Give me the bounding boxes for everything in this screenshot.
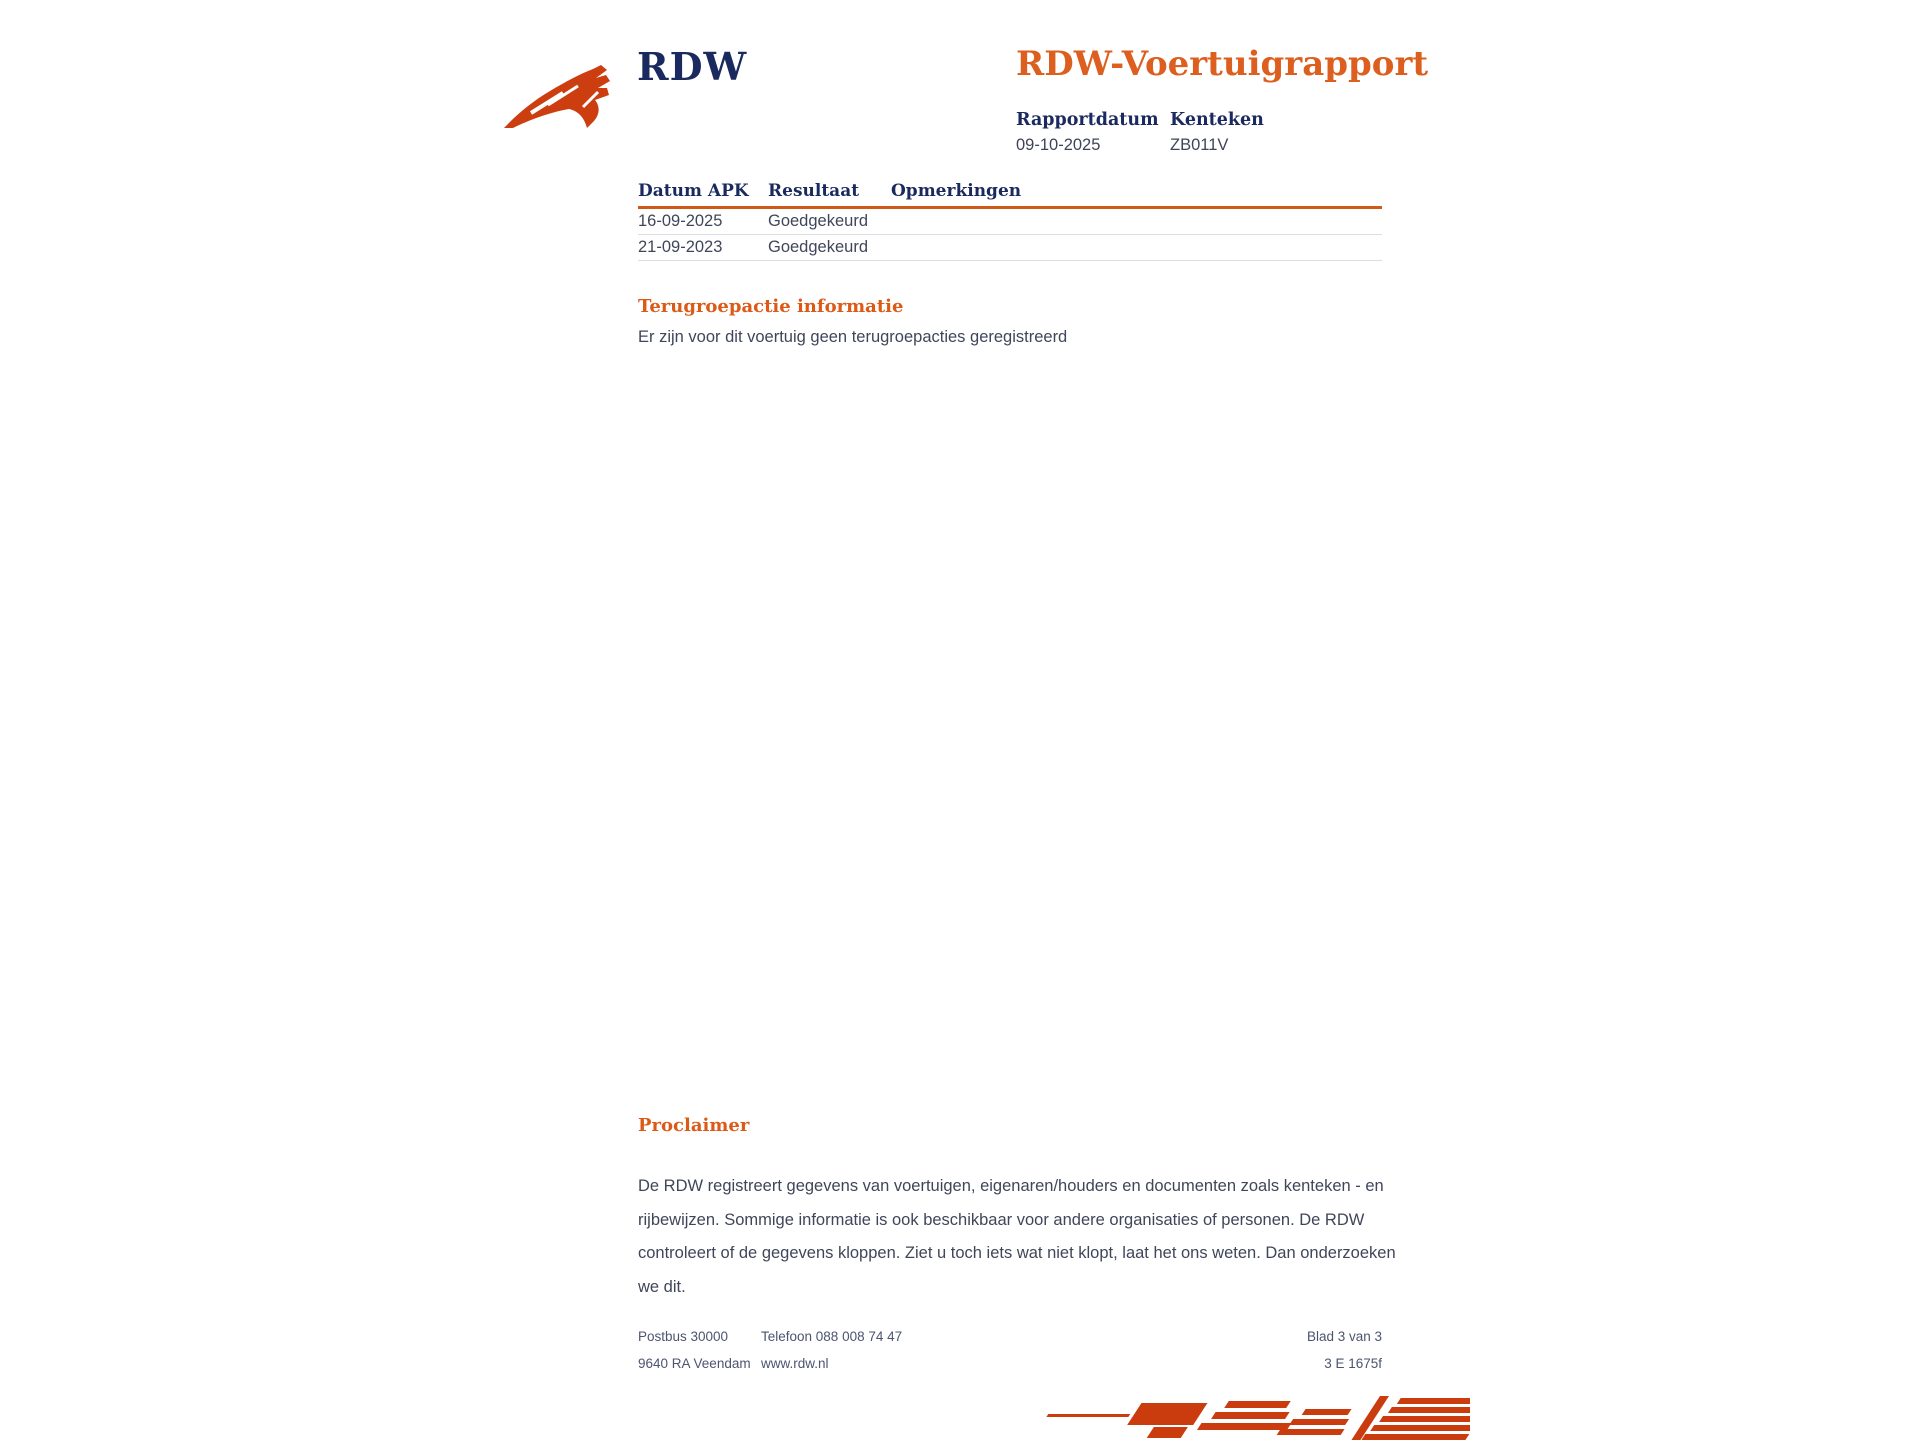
column-header-opmerkingen: Opmerkingen xyxy=(891,181,1022,201)
cell-datum: 16-09-2025 xyxy=(638,212,723,230)
cell-resultaat: Goedgekeurd xyxy=(768,238,868,256)
footer-row xyxy=(638,1329,1382,1356)
proclaimer-line: rijbewijzen. Sommige informatie is ook beschikbaar voor andere organisaties of personen. De RDW xyxy=(638,1210,1365,1229)
cell-opmerkingen xyxy=(891,235,1382,260)
proclaimer-line: we dit. xyxy=(638,1277,686,1296)
apk-history-table xyxy=(638,181,1382,261)
column-header-datum-apk: Datum APK xyxy=(638,181,749,201)
footer-page-indicator: Blad 3 van 3 xyxy=(1306,1329,1382,1344)
footer-doc-code: 3 E 1675f xyxy=(1324,1356,1382,1371)
license-plate-label: Kenteken xyxy=(1170,110,1264,130)
rdw-bird-logo-icon xyxy=(503,55,621,130)
page-footer xyxy=(638,1329,1382,1383)
report-date-label: Rapportdatum xyxy=(1016,110,1159,130)
footer-address-line2: 9640 RA Veendam xyxy=(638,1356,751,1371)
license-plate-block xyxy=(1170,110,1264,155)
footer-row xyxy=(638,1356,1382,1383)
table-row xyxy=(638,235,1382,261)
apk-table-header-row xyxy=(638,181,1382,209)
footer-address-line1: Postbus 30000 xyxy=(638,1329,729,1344)
page-title: RDW-Voertuigrapport xyxy=(1016,44,1429,84)
footer-phone: Telefoon 088 008 74 47 xyxy=(761,1329,903,1344)
proclaimer-heading: Proclaimer xyxy=(638,1115,750,1136)
report-date-block xyxy=(1016,110,1159,155)
proclaimer-body xyxy=(638,1170,1396,1304)
recall-section-heading: Terugroepactie informatie xyxy=(638,296,904,317)
license-plate-value: ZB011V xyxy=(1170,136,1229,154)
rdw-wing-decoration-icon xyxy=(1030,1396,1470,1440)
proclaimer-line: De RDW registreert gegevens van voertuigen, eigenaren/houders en documenten zoals kenteken - en xyxy=(638,1177,1384,1195)
cell-opmerkingen xyxy=(891,209,1382,234)
report-date-value: 09-10-2025 xyxy=(1016,136,1101,154)
cell-resultaat: Goedgekeurd xyxy=(768,212,868,230)
proclaimer-line: controleert of de gegevens kloppen. Ziet u toch iets wat niet klopt, laat het ons weten. Dan onderzoeken xyxy=(638,1244,1396,1262)
cell-datum: 21-09-2023 xyxy=(638,238,723,256)
recall-section xyxy=(638,296,1382,347)
proclaimer-section xyxy=(638,1115,1396,1304)
table-row xyxy=(638,209,1382,235)
recall-section-body: Er zijn voor dit voertuig geen terugroepacties geregistreerd xyxy=(638,328,1068,346)
column-header-resultaat: Resultaat xyxy=(768,181,860,201)
footer-website: www.rdw.nl xyxy=(761,1356,829,1371)
rdw-logo-text: RDW xyxy=(637,44,748,89)
